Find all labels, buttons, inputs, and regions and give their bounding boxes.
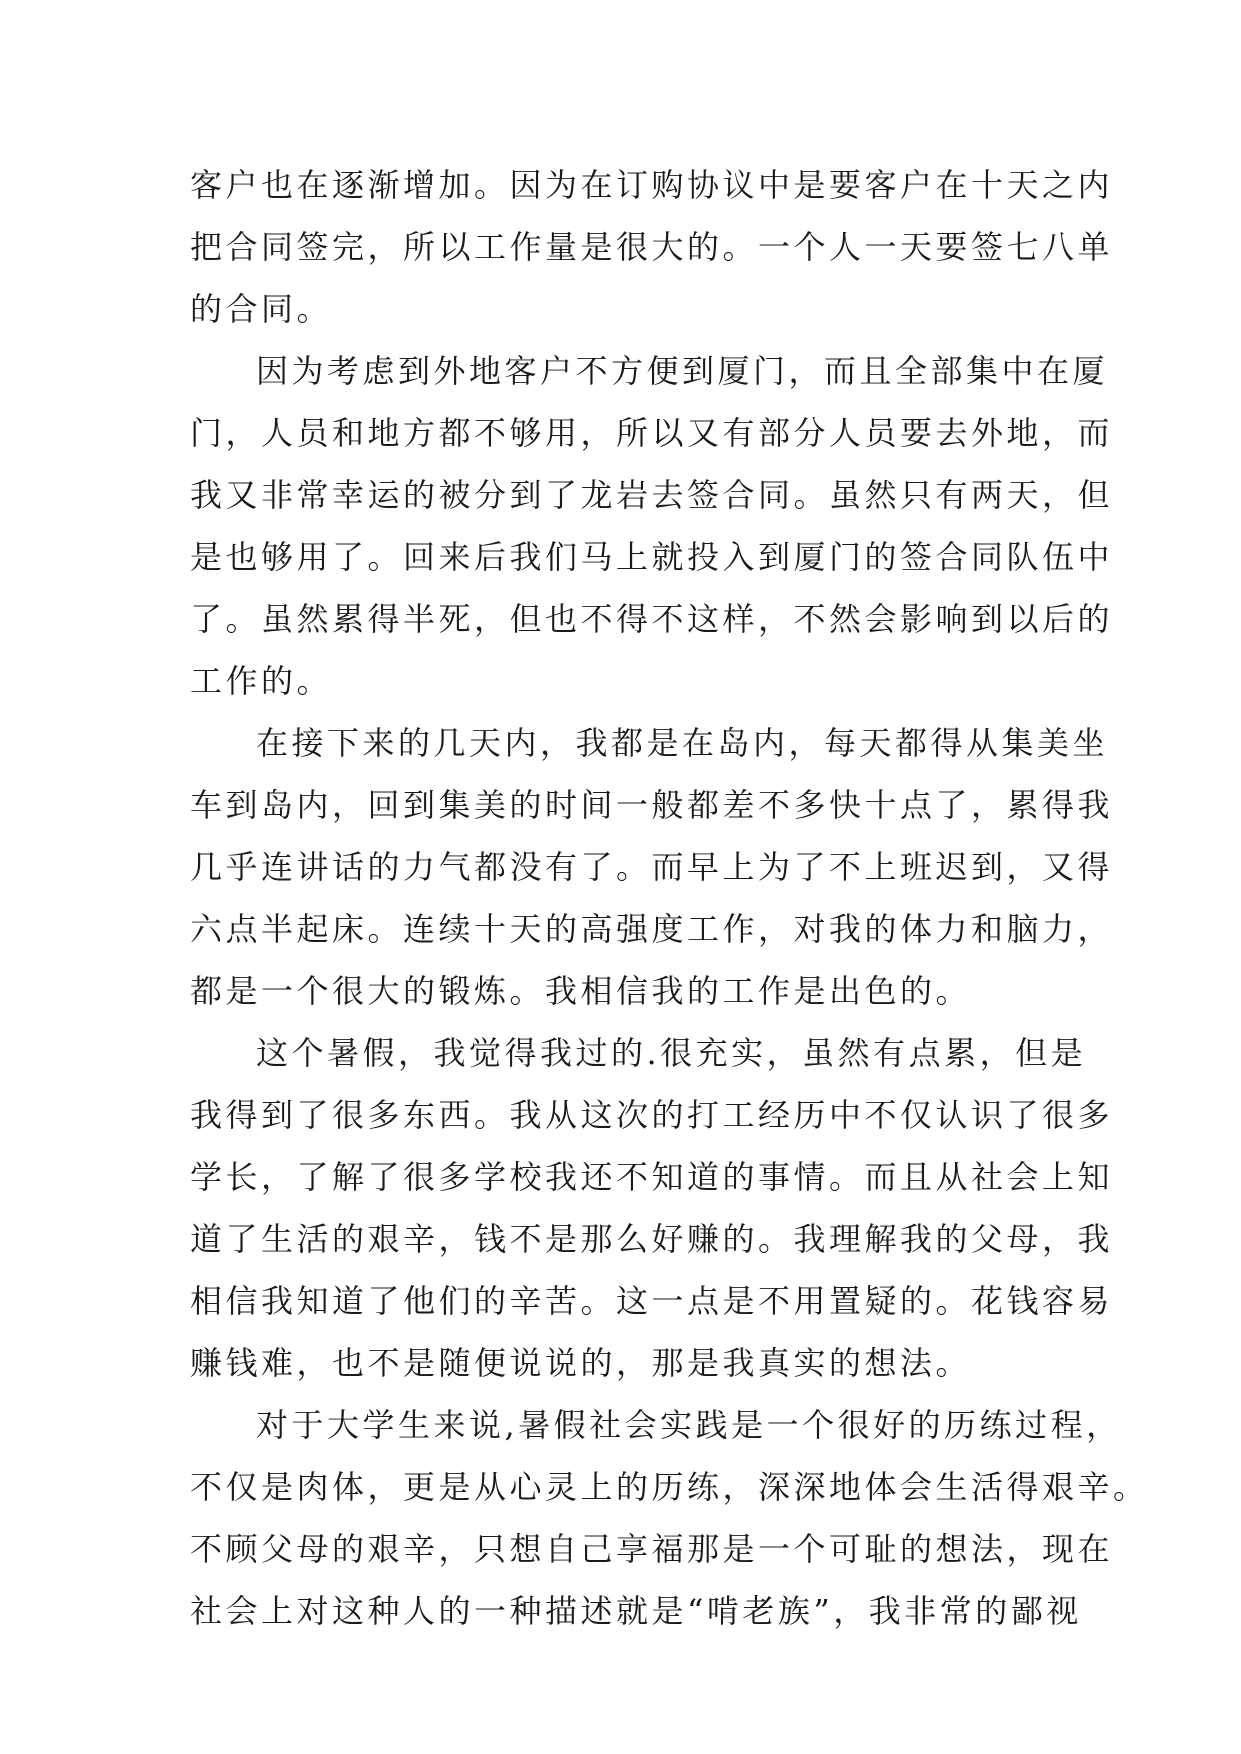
text-line: 社会上对这种人的一种描述就是“啃老族”，我非常的鄙视 bbox=[190, 1592, 1082, 1630]
text-line: 这个暑假，我觉得我过的.很充实，虽然有点累，但是 bbox=[256, 1034, 1087, 1072]
text-line: 在接下来的几天内，我都是在岛内，每天都得从集美坐 bbox=[256, 724, 1109, 762]
text-line: 工作的。 bbox=[190, 662, 333, 700]
text-line: 六点半起床。连续十天的高强度工作，对我的体力和脑力， bbox=[190, 910, 1114, 948]
text-line: 我又非常幸运的被分到了龙岩去签合同。虽然只有两天，但 bbox=[190, 476, 1114, 514]
text-line: 都是一个很大的锻炼。我相信我的工作是出色的。 bbox=[190, 972, 972, 1010]
text-line: 门，人员和地方都不够用，所以又有部分人员要去外地，而 bbox=[190, 414, 1114, 452]
text-line: 不仅是肉体，更是从心灵上的历练，深深地体会生活得艰辛。 bbox=[190, 1468, 1149, 1506]
text-line: 我得到了很多东西。我从这次的打工经历中不仅认识了很多 bbox=[190, 1096, 1114, 1134]
text-line: 车到岛内，回到集美的时间一般都差不多快十点了，累得我 bbox=[190, 786, 1114, 824]
body-text bbox=[190, 154, 1149, 1642]
text-line: 不顾父母的艰辛，只想自己享福那是一个可耻的想法，现在 bbox=[190, 1530, 1114, 1568]
text-line: 把合同签完，所以工作量是很大的。一个人一天要签七八单 bbox=[190, 228, 1114, 266]
text-line: 了。虽然累得半死，但也不得不这样，不然会影响到以后的 bbox=[190, 600, 1114, 638]
text-line: 赚钱难，也不是随便说说的，那是我真实的想法。 bbox=[190, 1344, 972, 1382]
text-line: 的合同。 bbox=[190, 290, 333, 328]
text-line: 对于大学生来说,暑假社会实践是一个很好的历练过程， bbox=[256, 1406, 1122, 1444]
text-line: 道了生活的艰辛，钱不是那么好赚的。我理解我的父母，我 bbox=[190, 1220, 1114, 1258]
text-line: 是也够用了。回来后我们马上就投入到厦门的签合同队伍中 bbox=[190, 538, 1114, 576]
text-line: 几乎连讲话的力气都没有了。而早上为了不上班迟到，又得 bbox=[190, 848, 1114, 886]
text-line: 因为考虑到外地客户不方便到厦门，而且全部集中在厦 bbox=[256, 352, 1109, 390]
text-line: 客户也在逐渐增加。因为在订购协议中是要客户在十天之内 bbox=[190, 166, 1114, 204]
text-line: 相信我知道了他们的辛苦。这一点是不用置疑的。花钱容易 bbox=[190, 1282, 1114, 1320]
text-line: 学长，了解了很多学校我还不知道的事情。而且从社会上知 bbox=[190, 1158, 1114, 1196]
